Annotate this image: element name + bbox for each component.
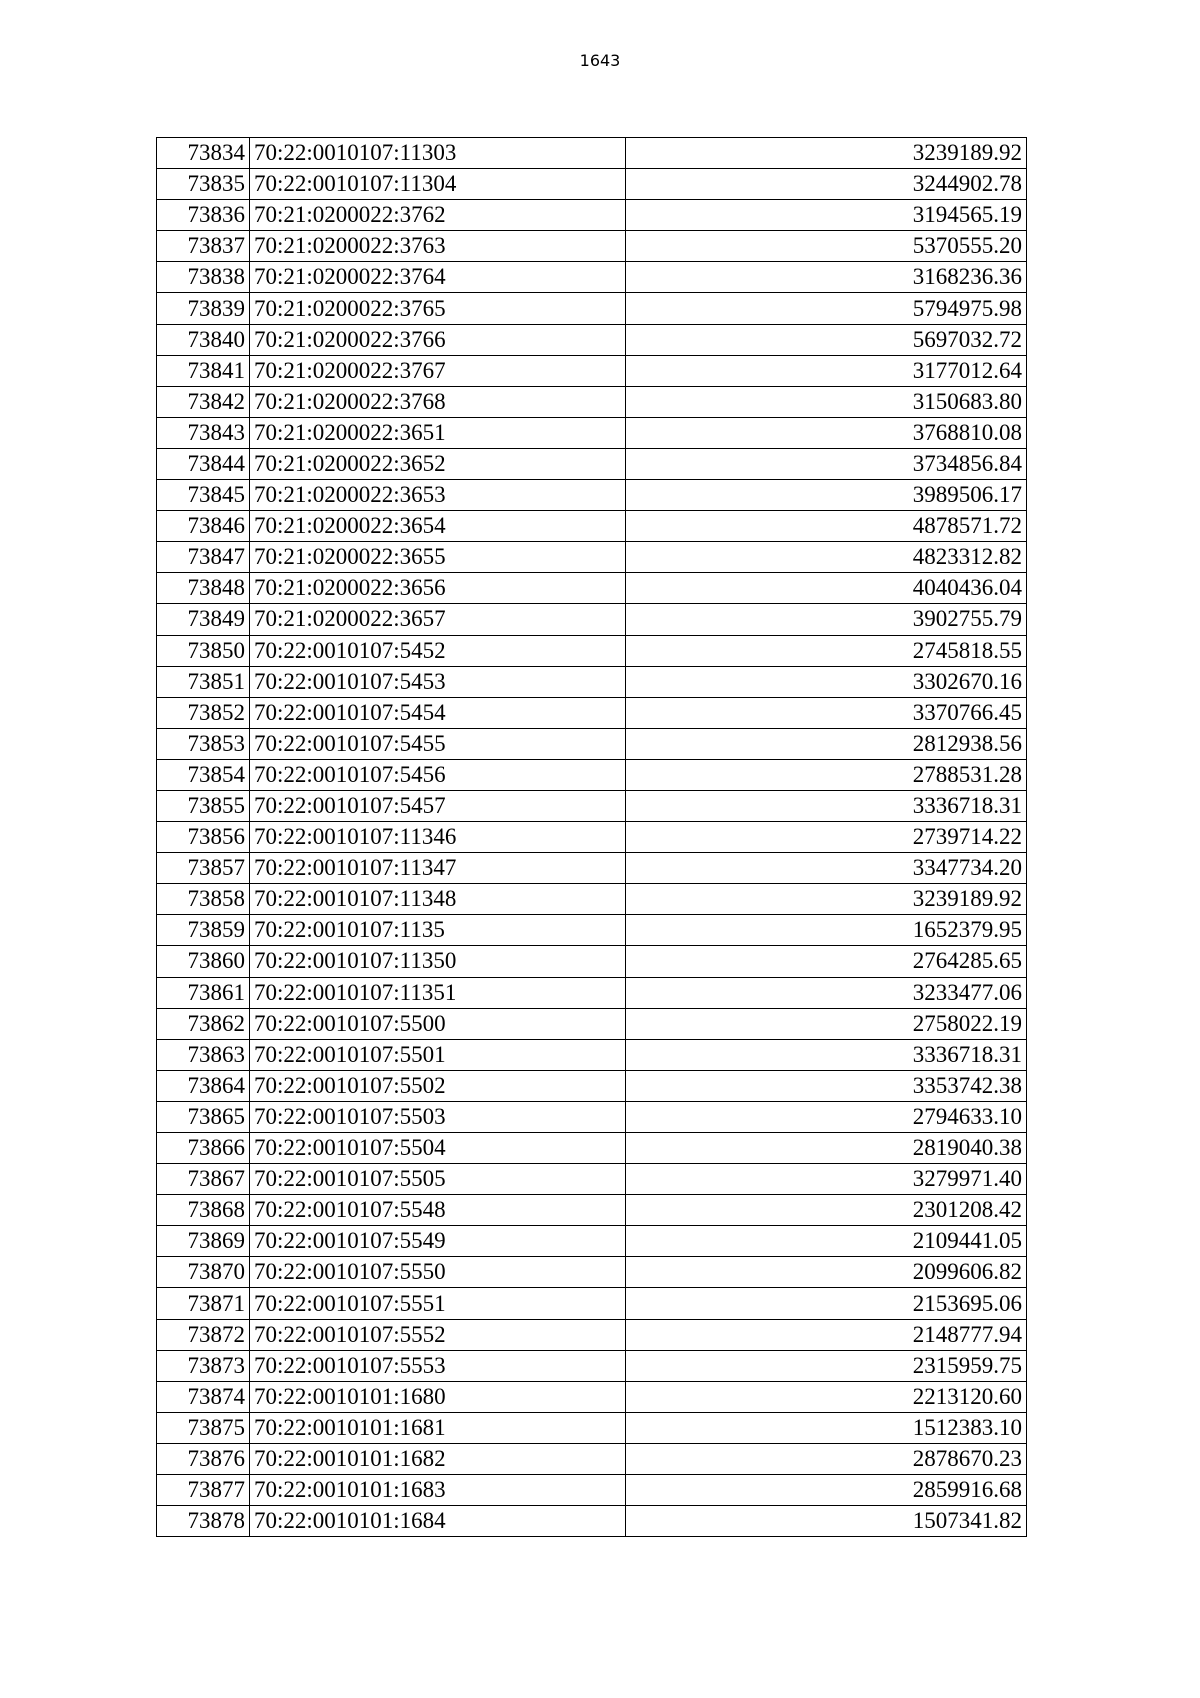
cadastral-value-cell: 4878571.72 xyxy=(626,511,1027,542)
row-number-cell: 73863 xyxy=(157,1039,250,1070)
table-row xyxy=(157,915,1027,946)
cadastral-value-cell: 5697032.72 xyxy=(626,324,1027,355)
row-number-cell: 73845 xyxy=(157,480,250,511)
cadastral-number-cell: 70:22:0010107:5501 xyxy=(250,1039,626,1070)
cadastral-value-cell: 2758022.19 xyxy=(626,1008,1027,1039)
cadastral-value-cell: 2153695.06 xyxy=(626,1288,1027,1319)
table-row xyxy=(157,1226,1027,1257)
cadastral-number-cell: 70:21:0200022:3655 xyxy=(250,542,626,573)
row-number-cell: 73849 xyxy=(157,604,250,635)
cadastral-value-cell: 3989506.17 xyxy=(626,480,1027,511)
cadastral-number-cell: 70:22:0010107:5552 xyxy=(250,1319,626,1350)
cadastral-number-cell: 70:21:0200022:3652 xyxy=(250,448,626,479)
table-row xyxy=(157,759,1027,790)
cadastral-value-cell: 4040436.04 xyxy=(626,573,1027,604)
table-row xyxy=(157,1381,1027,1412)
cadastral-value-cell: 3902755.79 xyxy=(626,604,1027,635)
cadastral-value-cell: 3302670.16 xyxy=(626,666,1027,697)
table-row xyxy=(157,417,1027,448)
table-row xyxy=(157,1475,1027,1506)
table-row xyxy=(157,386,1027,417)
cadastral-number-cell: 70:22:0010107:5551 xyxy=(250,1288,626,1319)
row-number-cell: 73836 xyxy=(157,200,250,231)
row-number-cell: 73871 xyxy=(157,1288,250,1319)
cadastral-number-cell: 70:21:0200022:3766 xyxy=(250,324,626,355)
cadastral-number-cell: 70:22:0010107:5452 xyxy=(250,635,626,666)
cadastral-value-cell: 3194565.19 xyxy=(626,200,1027,231)
cadastral-number-cell: 70:21:0200022:3654 xyxy=(250,511,626,542)
cadastral-value-cell: 3768810.08 xyxy=(626,417,1027,448)
row-number-cell: 73839 xyxy=(157,293,250,324)
row-number-cell: 73834 xyxy=(157,138,250,169)
cadastral-number-cell: 70:22:0010107:5457 xyxy=(250,790,626,821)
table-row xyxy=(157,1195,1027,1226)
table-row xyxy=(157,1350,1027,1381)
cadastral-number-cell: 70:22:0010101:1682 xyxy=(250,1443,626,1474)
row-number-cell: 73851 xyxy=(157,666,250,697)
cadastral-value-cell: 2148777.94 xyxy=(626,1319,1027,1350)
row-number-cell: 73874 xyxy=(157,1381,250,1412)
row-number-cell: 73857 xyxy=(157,853,250,884)
cadastral-number-cell: 70:21:0200022:3657 xyxy=(250,604,626,635)
row-number-cell: 73873 xyxy=(157,1350,250,1381)
cadastral-value-cell: 2213120.60 xyxy=(626,1381,1027,1412)
cadastral-value-cell: 2819040.38 xyxy=(626,1133,1027,1164)
cadastral-value-cell: 2745818.55 xyxy=(626,635,1027,666)
cadastral-value-cell: 2099606.82 xyxy=(626,1257,1027,1288)
cadastral-number-cell: 70:22:0010107:11303 xyxy=(250,138,626,169)
row-number-cell: 73869 xyxy=(157,1226,250,1257)
cadastral-number-cell: 70:22:0010101:1684 xyxy=(250,1506,626,1537)
table-row xyxy=(157,1070,1027,1101)
table-row xyxy=(157,1288,1027,1319)
table-row xyxy=(157,511,1027,542)
row-number-cell: 73870 xyxy=(157,1257,250,1288)
cadastral-value-cell: 3244902.78 xyxy=(626,169,1027,200)
table-row xyxy=(157,728,1027,759)
row-number-cell: 73842 xyxy=(157,386,250,417)
row-number-cell: 73841 xyxy=(157,355,250,386)
cadastral-number-cell: 70:22:0010107:11350 xyxy=(250,946,626,977)
cadastral-number-cell: 70:22:0010107:5549 xyxy=(250,1226,626,1257)
cadastral-value-cell: 2812938.56 xyxy=(626,728,1027,759)
cadastral-value-cell: 3233477.06 xyxy=(626,977,1027,1008)
table-row xyxy=(157,1101,1027,1132)
cadastral-number-cell: 70:22:0010107:5453 xyxy=(250,666,626,697)
row-number-cell: 73877 xyxy=(157,1475,250,1506)
cadastral-number-cell: 70:22:0010107:5505 xyxy=(250,1164,626,1195)
table-row xyxy=(157,262,1027,293)
cadastral-value-cell: 3279971.40 xyxy=(626,1164,1027,1195)
cadastral-value-table xyxy=(156,137,1027,1537)
cadastral-number-cell: 70:22:0010107:11304 xyxy=(250,169,626,200)
cadastral-value-cell: 2878670.23 xyxy=(626,1443,1027,1474)
table-row xyxy=(157,480,1027,511)
cadastral-value-cell: 1652379.95 xyxy=(626,915,1027,946)
row-number-cell: 73872 xyxy=(157,1319,250,1350)
table-row xyxy=(157,138,1027,169)
table-row xyxy=(157,231,1027,262)
row-number-cell: 73865 xyxy=(157,1101,250,1132)
row-number-cell: 73875 xyxy=(157,1412,250,1443)
table-row xyxy=(157,448,1027,479)
cadastral-value-cell: 3347734.20 xyxy=(626,853,1027,884)
cadastral-number-cell: 70:22:0010107:5500 xyxy=(250,1008,626,1039)
cadastral-number-cell: 70:21:0200022:3765 xyxy=(250,293,626,324)
cadastral-value-cell: 1512383.10 xyxy=(626,1412,1027,1443)
table-row xyxy=(157,666,1027,697)
table-row xyxy=(157,1319,1027,1350)
cadastral-number-cell: 70:21:0200022:3653 xyxy=(250,480,626,511)
row-number-cell: 73878 xyxy=(157,1506,250,1537)
row-number-cell: 73868 xyxy=(157,1195,250,1226)
table-row xyxy=(157,1133,1027,1164)
row-number-cell: 73864 xyxy=(157,1070,250,1101)
row-number-cell: 73854 xyxy=(157,759,250,790)
table-row xyxy=(157,324,1027,355)
cadastral-number-cell: 70:22:0010107:11351 xyxy=(250,977,626,1008)
cadastral-number-cell: 70:21:0200022:3762 xyxy=(250,200,626,231)
cadastral-value-cell: 3353742.38 xyxy=(626,1070,1027,1101)
row-number-cell: 73852 xyxy=(157,697,250,728)
table-row xyxy=(157,853,1027,884)
cadastral-value-cell: 3239189.92 xyxy=(626,138,1027,169)
cadastral-value-cell: 2859916.68 xyxy=(626,1475,1027,1506)
table-row xyxy=(157,293,1027,324)
table-row xyxy=(157,1008,1027,1039)
table-row xyxy=(157,169,1027,200)
cadastral-value-cell: 3336718.31 xyxy=(626,790,1027,821)
row-number-cell: 73848 xyxy=(157,573,250,604)
table-row xyxy=(157,1164,1027,1195)
cadastral-number-cell: 70:22:0010107:5550 xyxy=(250,1257,626,1288)
cadastral-number-cell: 70:22:0010107:5454 xyxy=(250,697,626,728)
table-row xyxy=(157,697,1027,728)
table-body xyxy=(157,138,1027,1537)
cadastral-value-cell: 2788531.28 xyxy=(626,759,1027,790)
table-row xyxy=(157,1039,1027,1070)
row-number-cell: 73858 xyxy=(157,884,250,915)
cadastral-number-cell: 70:21:0200022:3651 xyxy=(250,417,626,448)
table-row xyxy=(157,1506,1027,1537)
cadastral-value-cell: 2764285.65 xyxy=(626,946,1027,977)
table-row xyxy=(157,1257,1027,1288)
cadastral-number-cell: 70:22:0010101:1683 xyxy=(250,1475,626,1506)
cadastral-number-cell: 70:21:0200022:3767 xyxy=(250,355,626,386)
cadastral-number-cell: 70:22:0010107:5504 xyxy=(250,1133,626,1164)
row-number-cell: 73844 xyxy=(157,448,250,479)
row-number-cell: 73847 xyxy=(157,542,250,573)
table-row xyxy=(157,1412,1027,1443)
table-row xyxy=(157,884,1027,915)
cadastral-value-cell: 2301208.42 xyxy=(626,1195,1027,1226)
cadastral-number-cell: 70:22:0010101:1681 xyxy=(250,1412,626,1443)
cadastral-number-cell: 70:22:0010107:11347 xyxy=(250,853,626,884)
cadastral-number-cell: 70:22:0010107:11348 xyxy=(250,884,626,915)
table-row xyxy=(157,1443,1027,1474)
page-number: 1643 xyxy=(579,51,621,70)
cadastral-value-cell: 1507341.82 xyxy=(626,1506,1027,1537)
row-number-cell: 73867 xyxy=(157,1164,250,1195)
cadastral-number-cell: 70:22:0010107:11346 xyxy=(250,822,626,853)
row-number-cell: 73838 xyxy=(157,262,250,293)
cadastral-number-cell: 70:22:0010107:5455 xyxy=(250,728,626,759)
cadastral-value-cell: 3734856.84 xyxy=(626,448,1027,479)
cadastral-number-cell: 70:22:0010107:5503 xyxy=(250,1101,626,1132)
row-number-cell: 73850 xyxy=(157,635,250,666)
cadastral-value-cell: 3336718.31 xyxy=(626,1039,1027,1070)
cadastral-number-cell: 70:22:0010107:5553 xyxy=(250,1350,626,1381)
cadastral-value-cell: 3177012.64 xyxy=(626,355,1027,386)
row-number-cell: 73856 xyxy=(157,822,250,853)
cadastral-number-cell: 70:22:0010107:1135 xyxy=(250,915,626,946)
cadastral-value-cell: 3150683.80 xyxy=(626,386,1027,417)
cadastral-number-cell: 70:22:0010107:5548 xyxy=(250,1195,626,1226)
cadastral-value-cell: 2739714.22 xyxy=(626,822,1027,853)
row-number-cell: 73846 xyxy=(157,511,250,542)
row-number-cell: 73843 xyxy=(157,417,250,448)
row-number-cell: 73866 xyxy=(157,1133,250,1164)
cadastral-value-cell: 3370766.45 xyxy=(626,697,1027,728)
table-row xyxy=(157,573,1027,604)
cadastral-value-cell: 2315959.75 xyxy=(626,1350,1027,1381)
table-row xyxy=(157,977,1027,1008)
row-number-cell: 73853 xyxy=(157,728,250,759)
row-number-cell: 73859 xyxy=(157,915,250,946)
cadastral-number-cell: 70:21:0200022:3768 xyxy=(250,386,626,417)
table-row xyxy=(157,790,1027,821)
cadastral-value-cell: 3168236.36 xyxy=(626,262,1027,293)
table-row xyxy=(157,604,1027,635)
table-row xyxy=(157,200,1027,231)
cadastral-number-cell: 70:21:0200022:3764 xyxy=(250,262,626,293)
table-row xyxy=(157,355,1027,386)
cadastral-value-cell: 5794975.98 xyxy=(626,293,1027,324)
table-row xyxy=(157,822,1027,853)
cadastral-value-cell: 5370555.20 xyxy=(626,231,1027,262)
cadastral-value-cell: 2794633.10 xyxy=(626,1101,1027,1132)
row-number-cell: 73876 xyxy=(157,1443,250,1474)
cadastral-value-cell: 4823312.82 xyxy=(626,542,1027,573)
table-row xyxy=(157,542,1027,573)
row-number-cell: 73837 xyxy=(157,231,250,262)
cadastral-value-cell: 3239189.92 xyxy=(626,884,1027,915)
cadastral-number-cell: 70:22:0010101:1680 xyxy=(250,1381,626,1412)
cadastral-number-cell: 70:22:0010107:5456 xyxy=(250,759,626,790)
row-number-cell: 73840 xyxy=(157,324,250,355)
row-number-cell: 73861 xyxy=(157,977,250,1008)
cadastral-value-cell: 2109441.05 xyxy=(626,1226,1027,1257)
table-row xyxy=(157,946,1027,977)
row-number-cell: 73855 xyxy=(157,790,250,821)
row-number-cell: 73862 xyxy=(157,1008,250,1039)
table-row xyxy=(157,635,1027,666)
cadastral-number-cell: 70:22:0010107:5502 xyxy=(250,1070,626,1101)
row-number-cell: 73835 xyxy=(157,169,250,200)
cadastral-number-cell: 70:21:0200022:3763 xyxy=(250,231,626,262)
cadastral-number-cell: 70:21:0200022:3656 xyxy=(250,573,626,604)
row-number-cell: 73860 xyxy=(157,946,250,977)
